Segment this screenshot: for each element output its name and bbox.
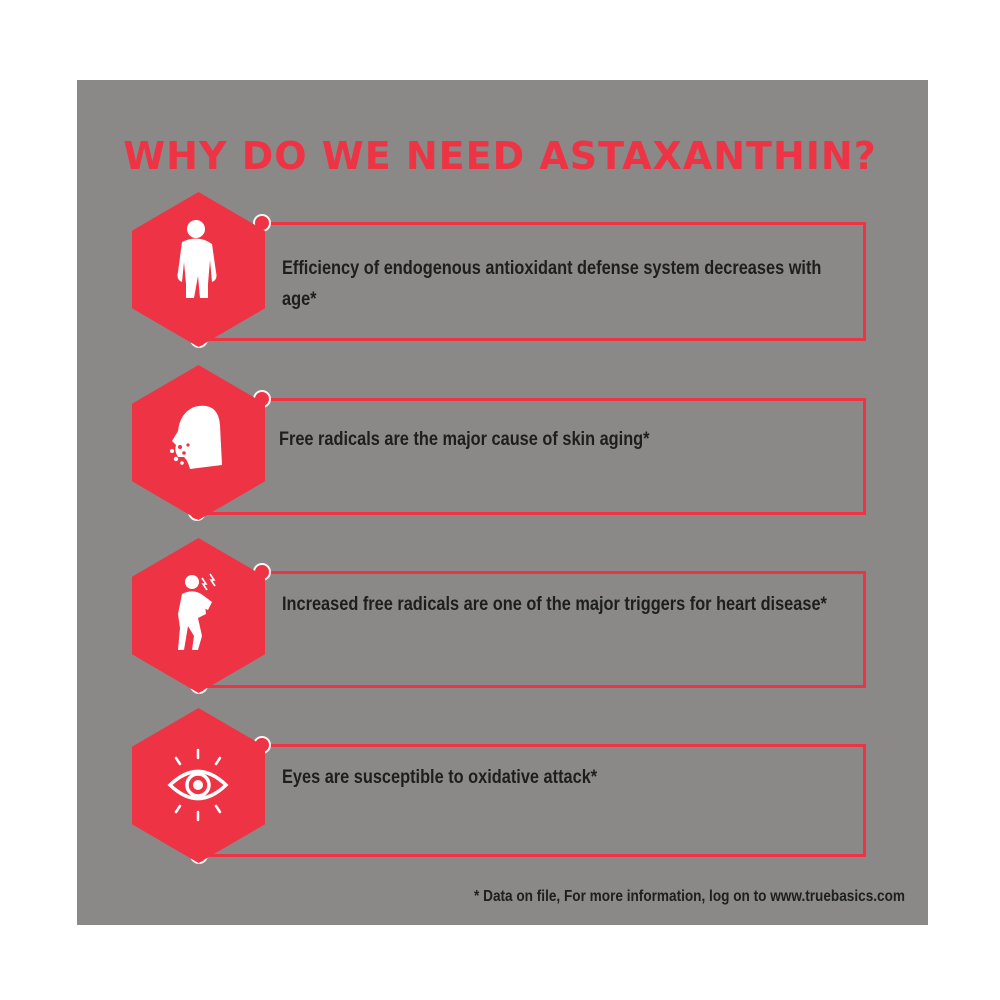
footnote: * Data on file, For more information, log on to www.truebasics.com — [474, 888, 905, 905]
item-text: Eyes are susceptible to oxidative attack* — [282, 767, 598, 788]
item-text: Increased free radicals are one of the major triggers for heart disease* — [282, 594, 827, 615]
item-text: Efficiency of endogenous antioxidant defense system decreases with age* — [282, 258, 822, 310]
connector-frame — [263, 398, 866, 515]
connector-frame — [263, 744, 866, 857]
page-title: WHY DO WE NEED ASTAXANTHIN? — [123, 134, 877, 178]
item-text: Free radicals are the major cause of skin aging* — [279, 429, 650, 450]
